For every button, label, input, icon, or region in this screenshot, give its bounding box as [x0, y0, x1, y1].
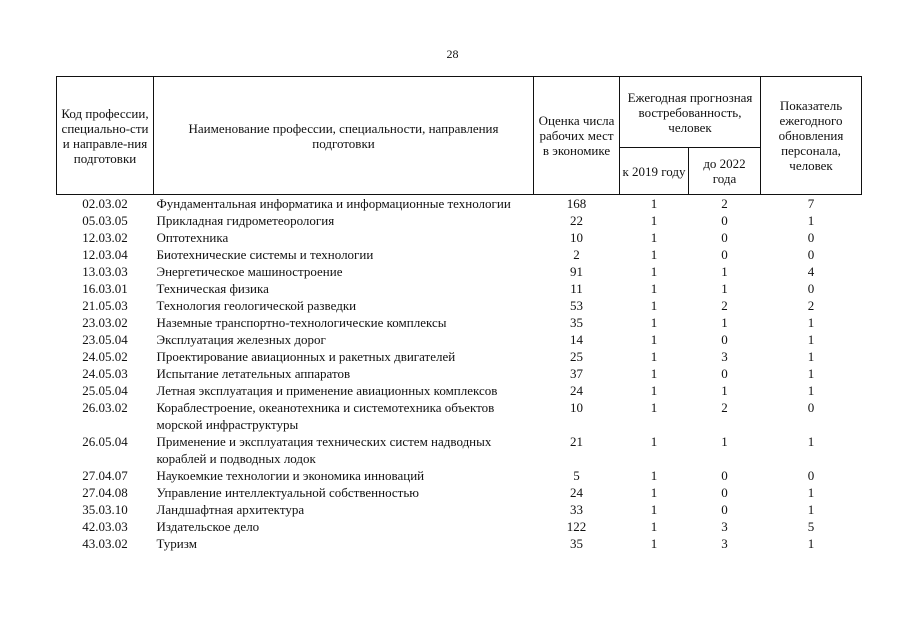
cell-by-2022: 1	[721, 315, 728, 330]
cell-jobs: 2	[573, 247, 580, 262]
cell-by-2022: 0	[721, 485, 728, 500]
cell-code: 02.03.02	[82, 196, 128, 211]
cell-jobs: 33	[570, 502, 583, 517]
cell-by-2019: 1	[650, 349, 658, 364]
table-row	[57, 535, 862, 552]
table-row	[57, 297, 862, 314]
cell-by-2019: 1	[650, 519, 658, 534]
cell-by-2022: 0	[721, 332, 728, 347]
cell-code: 13.03.03	[82, 264, 128, 279]
cell-jobs: 37	[570, 366, 583, 381]
cell-jobs: 14	[570, 332, 583, 347]
cell-renewal: 1	[807, 502, 815, 517]
header-by-2019: к 2019 году	[620, 148, 689, 195]
cell-by-2019: 1	[650, 383, 658, 398]
cell-name: Проектирование авиационных и ракетных двигателей	[156, 349, 456, 364]
cell-by-2019: 1	[650, 281, 658, 296]
table-row	[57, 467, 862, 484]
table-body	[57, 195, 862, 553]
cell-jobs: 5	[573, 468, 580, 483]
cell-by-2022: 0	[721, 213, 728, 228]
cell-name: Технология геологической разведки	[156, 298, 357, 313]
cell-by-2019: 1	[650, 485, 658, 500]
cell-by-2019: 1	[650, 332, 658, 347]
cell-by-2022: 0	[721, 468, 728, 483]
cell-code: 24.05.02	[82, 349, 128, 364]
header-by-2022: до 2022 года	[689, 148, 761, 195]
cell-name: Туризм	[156, 536, 197, 551]
cell-name: Кораблестроение, океанотехника и системотехника объектов морской инфраструктуры	[156, 400, 495, 432]
cell-renewal: 0	[807, 468, 815, 483]
cell-jobs: 11	[570, 281, 583, 296]
cell-by-2022: 0	[721, 247, 728, 262]
cell-renewal: 5	[807, 519, 815, 534]
cell-renewal: 1	[807, 349, 815, 364]
cell-code: 27.04.08	[82, 485, 128, 500]
cell-by-2022: 2	[721, 400, 728, 415]
cell-jobs: 24	[570, 485, 583, 500]
cell-by-2022: 1	[721, 383, 728, 398]
table-row	[57, 314, 862, 331]
cell-name: Техническая физика	[156, 281, 269, 296]
cell-renewal: 0	[807, 281, 815, 296]
cell-name: Управление интеллектуальной собственностью	[156, 485, 420, 500]
cell-by-2019: 1	[650, 247, 658, 262]
cell-renewal: 1	[807, 536, 815, 551]
cell-code: 23.03.02	[82, 315, 128, 330]
cell-jobs: 25	[570, 349, 583, 364]
cell-code: 16.03.01	[82, 281, 128, 296]
table-row	[57, 246, 862, 263]
cell-code: 26.05.04	[82, 434, 128, 449]
cell-name: Испытание летательных аппаратов	[156, 366, 351, 381]
cell-by-2022: 3	[721, 519, 728, 534]
cell-by-2019: 1	[650, 213, 658, 228]
cell-by-2019: 1	[650, 400, 658, 415]
header-name: Наименование профессии, специальности, направления подготовки	[154, 77, 534, 195]
cell-name: Эксплуатация железных дорог	[156, 332, 326, 347]
cell-by-2019: 1	[650, 264, 658, 279]
cell-name: Фундаментальная информатика и информационные технологии	[156, 196, 511, 211]
cell-jobs: 168	[566, 196, 587, 211]
table-header	[57, 77, 862, 195]
table-row	[57, 263, 862, 280]
table-row	[57, 399, 862, 433]
cell-by-2022: 3	[721, 536, 728, 551]
cell-by-2022: 1	[721, 264, 728, 279]
cell-name: Издательское дело	[156, 519, 260, 534]
table-row	[57, 433, 862, 467]
table-row	[57, 382, 862, 399]
cell-by-2022: 1	[721, 434, 728, 449]
cell-by-2019: 1	[650, 536, 658, 551]
cell-name: Прикладная гидрометеорология	[156, 213, 335, 228]
table-row	[57, 280, 862, 297]
cell-jobs: 10	[570, 400, 583, 415]
cell-by-2019: 1	[650, 366, 658, 381]
cell-by-2019: 1	[650, 502, 658, 517]
cell-by-2022: 2	[721, 298, 728, 313]
cell-jobs: 91	[570, 264, 583, 279]
cell-code: 12.03.02	[82, 230, 128, 245]
cell-by-2019: 1	[650, 196, 658, 211]
cell-by-2022: 3	[721, 349, 728, 364]
cell-by-2022: 2	[721, 196, 728, 211]
cell-name: Ландшафтная архитектура	[156, 502, 305, 517]
cell-code: 26.03.02	[82, 400, 128, 415]
cell-jobs: 22	[570, 213, 583, 228]
cell-by-2019: 1	[650, 315, 658, 330]
cell-jobs: 122	[566, 519, 587, 534]
cell-jobs: 24	[570, 383, 583, 398]
cell-renewal: 4	[807, 264, 815, 279]
cell-jobs: 53	[570, 298, 583, 313]
cell-name: Наземные транспортно-технологические комплексы	[156, 315, 447, 330]
header-renewal: Показатель ежегодного обновления персонала, человек	[761, 77, 862, 195]
cell-jobs: 35	[570, 536, 583, 551]
cell-code: 27.04.07	[82, 468, 128, 483]
cell-renewal: 1	[807, 366, 815, 381]
cell-code: 43.03.02	[82, 536, 128, 551]
cell-code: 24.05.03	[82, 366, 128, 381]
table-row	[57, 518, 862, 535]
cell-jobs: 10	[570, 230, 583, 245]
professions-table	[56, 76, 862, 552]
cell-name: Энергетическое машиностроение	[156, 264, 343, 279]
cell-renewal: 2	[807, 298, 815, 313]
cell-code: 35.03.10	[82, 502, 128, 517]
cell-renewal: 1	[807, 485, 815, 500]
cell-renewal: 7	[807, 196, 815, 211]
cell-renewal: 1	[807, 383, 815, 398]
table-row	[57, 195, 862, 213]
table-row	[57, 484, 862, 501]
cell-renewal: 0	[807, 247, 815, 262]
cell-code: 21.05.03	[82, 298, 128, 313]
cell-by-2019: 1	[650, 468, 658, 483]
cell-jobs: 21	[570, 434, 583, 449]
cell-name: Оптотехника	[156, 230, 229, 245]
cell-name: Летная эксплуатация и применение авиационных комплексов	[156, 383, 498, 398]
cell-code: 25.05.04	[82, 383, 128, 398]
table-row	[57, 212, 862, 229]
cell-jobs: 35	[570, 315, 583, 330]
cell-renewal: 1	[807, 332, 815, 347]
cell-code: 42.03.03	[82, 519, 128, 534]
cell-code: 12.03.04	[82, 247, 128, 262]
cell-name: Применение и эксплуатация технических систем надводных кораблей и подводных лодок	[156, 434, 492, 466]
table-row	[57, 365, 862, 382]
page-number: 28	[446, 47, 459, 61]
cell-by-2022: 0	[721, 230, 728, 245]
cell-by-2019: 1	[650, 434, 658, 449]
cell-by-2022: 0	[721, 502, 728, 517]
header-annual-demand: Ежегодная прогнозная востребованность, человек	[620, 77, 761, 148]
table-row	[57, 229, 862, 246]
cell-name: Наукоемкие технологии и экономика инноваций	[156, 468, 425, 483]
cell-renewal: 1	[807, 434, 815, 449]
cell-by-2019: 1	[650, 298, 658, 313]
cell-code: 05.03.05	[82, 213, 128, 228]
header-jobs: Оценка числа рабочих мест в экономике	[534, 77, 620, 195]
table-row	[57, 331, 862, 348]
cell-by-2022: 0	[721, 366, 728, 381]
header-code: Код профессии, специально-сти и направле-ния подготовки	[57, 77, 154, 195]
cell-renewal: 1	[807, 213, 815, 228]
cell-renewal: 0	[807, 230, 815, 245]
table-row	[57, 501, 862, 518]
cell-code: 23.05.04	[82, 332, 128, 347]
table-row	[57, 348, 862, 365]
cell-name: Биотехнические системы и технологии	[156, 247, 374, 262]
cell-renewal: 0	[807, 400, 815, 415]
cell-by-2019: 1	[650, 230, 658, 245]
cell-renewal: 1	[807, 315, 815, 330]
cell-by-2022: 1	[721, 281, 728, 296]
